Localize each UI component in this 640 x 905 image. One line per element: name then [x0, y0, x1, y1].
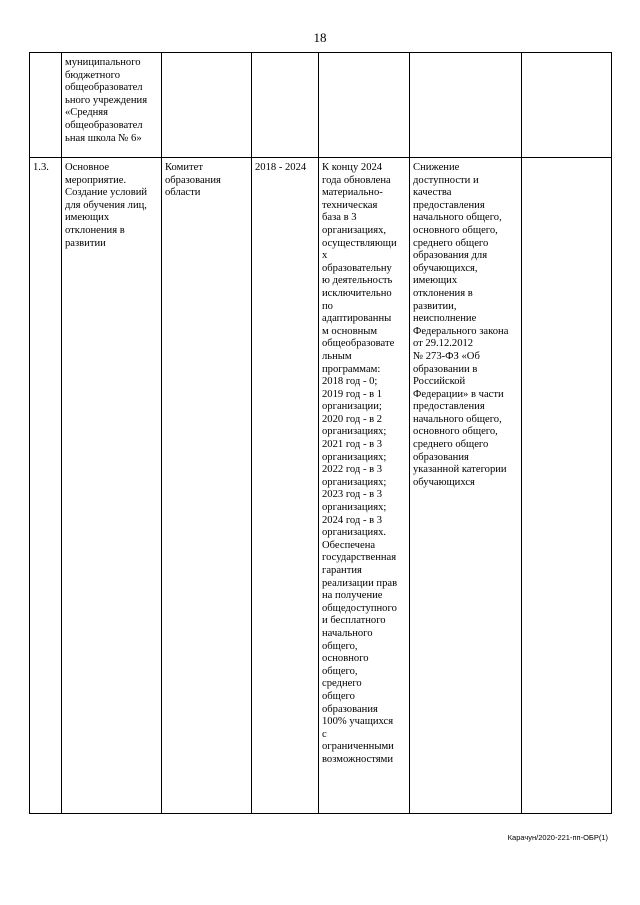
cell-link — [522, 158, 612, 814]
document-code: Карачун/2020-221-пп-ОБР(1) — [507, 833, 608, 842]
cell-measure-name: муниципального бюджетного общеобразовател ьного учреждения «Средняя общеобразовател ьная школа № 6» — [62, 53, 162, 158]
cell-link — [522, 53, 612, 158]
cell-executor — [162, 53, 252, 158]
cell-num — [30, 53, 62, 158]
table-row-continued — [30, 53, 612, 158]
cell-consequences: Снижение доступности и качества предоставления начального общего, основного общего, среднего общего образования для обучающихся, имеющих отклонения в развитии, неисполнение Федерального закона от 29.12.2012 № 273-ФЗ «Об образовании в Российской Федерации» в части предоставления начального общего, основного общего, среднего общего образования указанной категории обучающихся — [410, 158, 522, 814]
cell-executor: Комитет образования области — [162, 158, 252, 814]
table-row-1-3 — [30, 158, 612, 814]
cell-expected-result — [319, 53, 410, 158]
page-number: 18 — [313, 30, 327, 45]
cell-expected-result: К концу 2024 года обновлена материально- техническая база в 3 организациях, осуществляющи х образовательну ю деятельность исключительно по адаптированны м основным общеобразовате льным программам: 2018 год - 0; 2019 год - в 1 организации; 2020 год - в 2 организациях; 2021 год - в 3 организациях; 2022 год - в 3 организациях; 2023 год - в 3 организациях; 2024 год - в 3 организациях. Обеспечена государственная гарантия реализации прав на получение общедоступного и бесплатного начального общего, основного общего, среднего общего образования 100% учащихся с ограниченными возможностями — [319, 158, 410, 814]
cell-measure-name: Основное мероприятие. Создание условий для обучения лиц, имеющих отклонения в развитии — [62, 158, 162, 814]
cell-period — [252, 53, 319, 158]
cell-period: 2018 - 2024 — [252, 158, 319, 814]
program-table — [29, 52, 612, 814]
cell-num: 1.3. — [30, 158, 62, 814]
cell-consequences — [410, 53, 522, 158]
